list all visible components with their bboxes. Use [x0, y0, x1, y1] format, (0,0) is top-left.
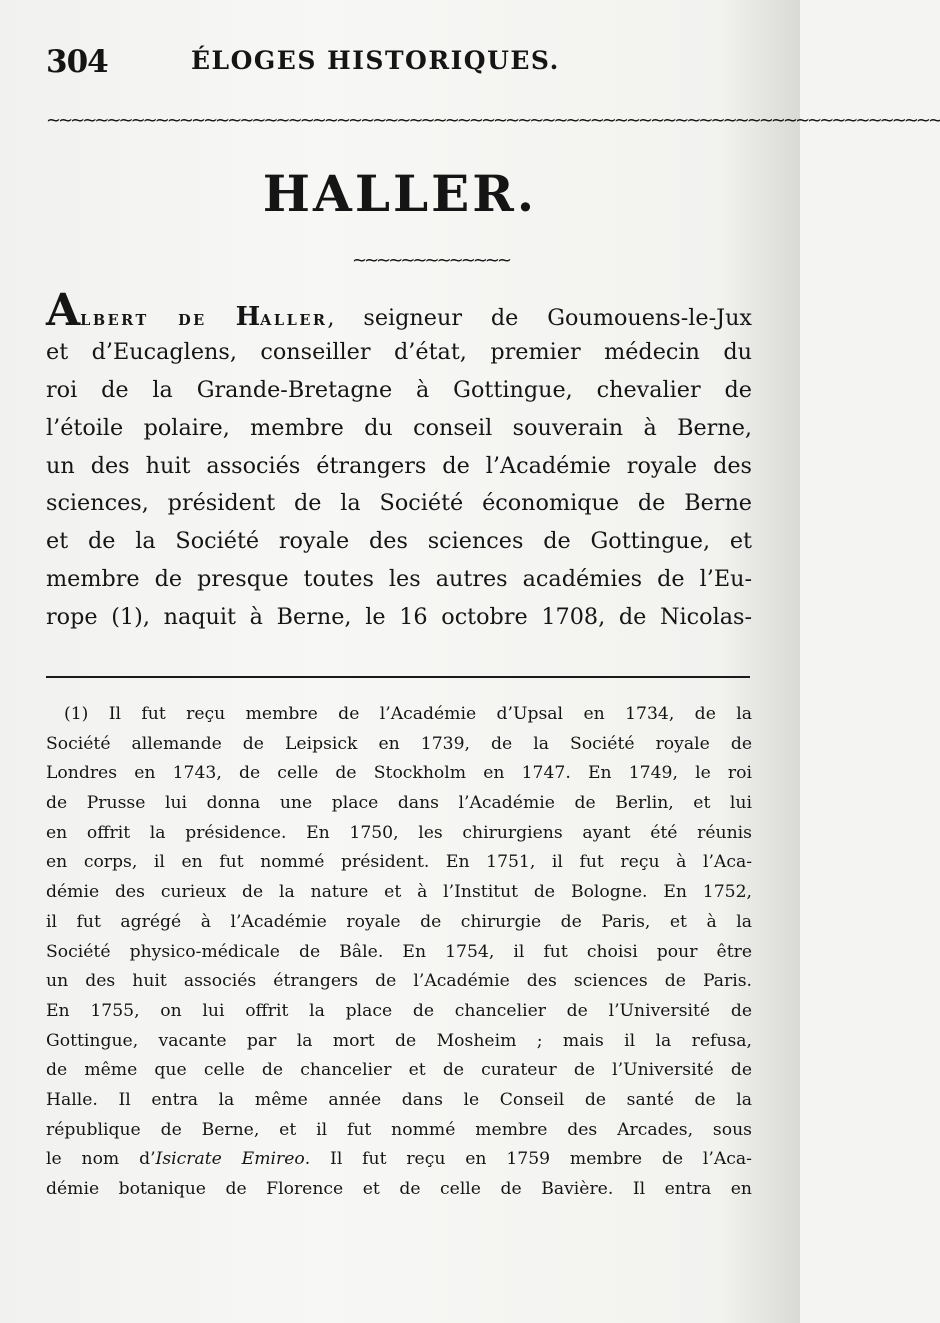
footnote-line-16-end: . Il fut reçu en 1759 membre de l’Aca- — [304, 1149, 752, 1170]
article-body — [46, 285, 753, 637]
body-line: sciences, président de la Société économique de Berne — [46, 490, 752, 517]
footnote-line: de Prusse lui donna une place dans l’Académie de Berlin, et lui — [46, 793, 752, 814]
footnote-line — [46, 1145, 752, 1175]
footnote-line: démie botanique de Florence et de celle de Bavière. Il entra en — [46, 1179, 752, 1199]
body-line: membre de presque toutes les autres académies de l’Eu- — [46, 566, 752, 593]
footnote-line: En 1755, on lui offrit la place de chancelier de l’Université de — [46, 1000, 752, 1021]
footnote-line: il fut agrégé à l’Académie royale de chirurgie de Paris, et à la — [46, 911, 752, 932]
article-title: HALLER. — [262, 164, 538, 223]
footnote-separator — [46, 676, 750, 678]
footnote-line: Londres en 1743, de celle de Stockholm en 1747. En 1749, le roi — [46, 763, 752, 784]
drop-cap: A — [46, 285, 81, 336]
running-title: ÉLOGES HISTORIQUES. — [191, 46, 560, 75]
body-line: et d’Eucaglens, conseiller d’état, premier médecin du — [46, 338, 752, 365]
footnote-line: Société physico-médicale de Bâle. En 1754, il fut choisi pour être — [46, 941, 752, 962]
italic-name: Isicrate Emireo — [155, 1149, 305, 1170]
body-line — [46, 285, 753, 336]
footnote — [46, 700, 752, 1205]
body-line: l’étoile polaire, membre du conseil souverain à Berne, — [46, 414, 752, 441]
footnote-line: en offrit la présidence. En 1750, les chirurgiens ayant été réunis — [46, 822, 752, 843]
footnote-line-16-start: le nom d’ — [46, 1149, 156, 1170]
footnote-line: de même que celle de chancelier et de curateur de l’Université de — [46, 1060, 752, 1081]
footnote-line: république de Berne, et il fut nommé membre des Arcades, sous — [46, 1119, 752, 1140]
footnote-line: un des huit associés étrangers de l’Académie des sciences de Paris. — [46, 971, 752, 992]
body-line: rope (1), naquit à Berne, le 16 octobre 1708, de Nicolas- — [46, 604, 752, 631]
body-line-1-rest: , seigneur de Goumouens-le-Jux — [327, 305, 753, 331]
footnote-line: Halle. Il entra la même année dans le Conseil de santé de la — [46, 1089, 752, 1110]
body-line: roi de la Grande-Bretagne à Gottingue, chevalier de — [46, 376, 752, 403]
footnote-line: Gottingue, vacante par la mort de Mosheim ; mais il la refusa, — [46, 1030, 752, 1051]
smallcaps-name-3: ALLER — [260, 312, 328, 329]
running-head — [46, 40, 746, 84]
page-number: 304 — [46, 44, 108, 80]
footnote-line: Société allemande de Leipsick en 1739, de la Société royale de — [46, 733, 752, 754]
body-line: un des huit associés étrangers de l’Académie royale des — [46, 452, 752, 479]
footnote-line: démie des curieux de la nature et à l’Institut de Bologne. En 1752, — [46, 882, 752, 903]
footnote-line: (1) Il fut reçu membre de l’Académie d’Upsal en 1734, de la — [64, 704, 752, 724]
title-ornament: ~~~~~~~~~~~~~ — [352, 250, 510, 271]
smallcaps-name-1: LBERT DE — [80, 312, 207, 329]
body-line: et de la Société royale des sciences de Gottingue, et — [46, 528, 752, 555]
smallcaps-name-2: H — [235, 302, 261, 332]
top-ornament-rule: ~~~~~~~~~~~~~~~~~~~~~~~~~~~~~~~~~~~~~~~~~~~~~~~~~~~~~~~~~~~~~~~~~~~~~~~~~~ — [46, 110, 940, 131]
footnote-line: en corps, il en fut nommé président. En 1751, il fut reçu à l’Aca- — [46, 852, 752, 873]
